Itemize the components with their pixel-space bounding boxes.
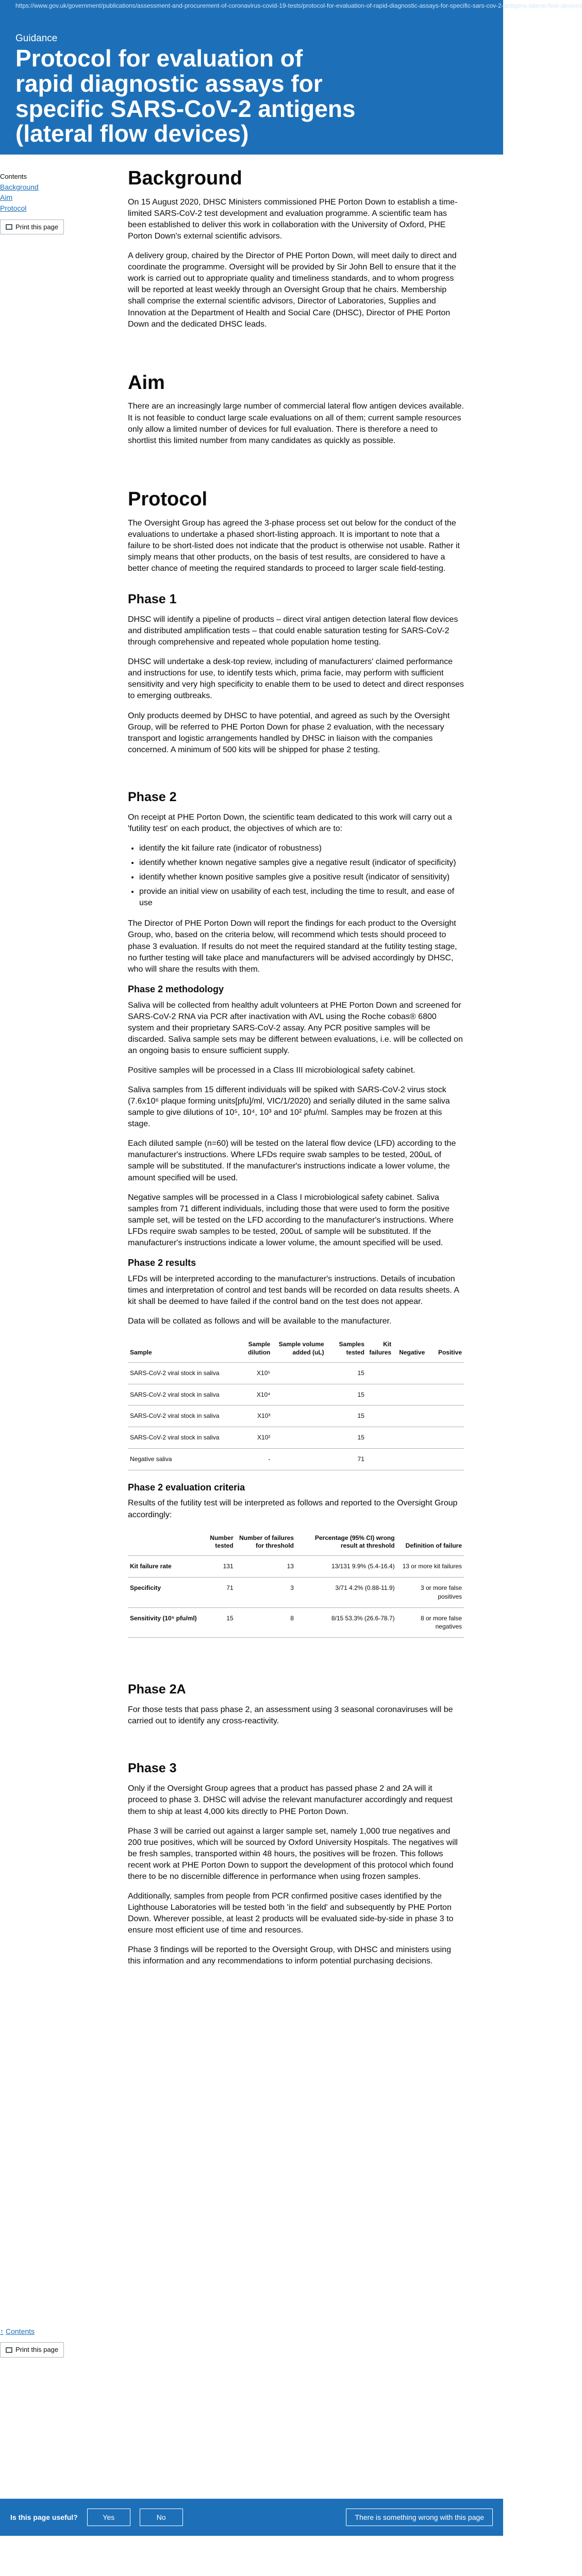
column-header: Sample dilution <box>242 1335 273 1362</box>
table-cell <box>427 1448 464 1470</box>
column-header: Samples tested <box>326 1335 367 1362</box>
paragraph: Data will be collated as follows and will be available to the manufacturer. <box>128 1316 392 1326</box>
toc-link-background[interactable]: Background <box>0 183 39 192</box>
paragraph: On receipt at PHE Porton Down, the scientific team dedicated to this work will carry out a 'futility test' on each product, the objectives of which are to: <box>128 812 452 833</box>
table-cell <box>367 1362 393 1384</box>
paragraph: DHSC will undertake a desk-top review, including of manufacturers' claimed performance and instructions for use, to identify tests which, prima facie, may perform with sufficient sensitivity and very high specificity to enable them to be used to detect and direct responses to emerging outbreaks. <box>128 657 464 701</box>
back-to-contents-link[interactable] <box>0 2327 64 2336</box>
masthead <box>0 0 582 165</box>
print-label: Print this page <box>15 2346 59 2354</box>
paragraph: Negative samples will be processed in a Class I microbiological safety cabinet. Saliva samples from 71 different individuals, including those that were used to form the positive sample set, will be tested on the LFD according to the manufacturer's instructions. Where LFDs require swab samples to be tested, 200uL of sample will be substituted. If the manufacturer's instructions indicate a lower volume, the amount specified will be used. <box>128 1193 454 1247</box>
table-cell: - <box>242 1448 273 1470</box>
paragraph: Results of the futility test will be interpreted as follows and reported to the Oversight Group accordingly: <box>128 1499 458 1519</box>
table-row <box>128 1384 464 1405</box>
paragraph: Only if the Oversight Group agrees that a product has passed phase 2 and 2A will it proceed to phase 3. DHSC will advise the relevant manufacturer accordingly and request them to ship at least 4,000 kits directly to PHE Porton Down. <box>128 1784 453 1816</box>
table-cell: 15 <box>326 1384 367 1405</box>
column-header <box>128 1529 202 1556</box>
table-cell: Kit failure rate <box>128 1556 202 1578</box>
criteria-table <box>128 1529 464 1638</box>
table-cell: SARS-CoV-2 viral stock in saliva <box>128 1405 242 1427</box>
bottom-links <box>0 2327 64 2358</box>
table-row <box>128 1405 464 1427</box>
table-row <box>128 1607 464 1638</box>
paragraph: Phase 3 findings will be reported to the Oversight Group, with DHSC and ministers using this information and any recommendations to inform potential purchasing decisions. <box>128 1945 451 1966</box>
column-header: Sample volume added (uL) <box>272 1335 326 1362</box>
table-cell: 15 <box>326 1427 367 1449</box>
table-cell <box>393 1405 427 1427</box>
table-cell: 131 <box>202 1556 235 1578</box>
toc-link-aim[interactable]: Aim <box>0 193 13 202</box>
paragraph: There are an increasingly large number of commercial lateral flow antigen devices available. It is not feasible to conduct large scale evaluations on all of them; current sample resources only allow a limited number of devices for full evaluation. There is therefore a need to shortlist this limited number from many candidates as quickly as possible. <box>128 402 464 445</box>
print-label: Print this page <box>15 223 59 231</box>
print-button-bottom[interactable] <box>0 2342 64 2357</box>
table-cell <box>367 1384 393 1405</box>
page-title: Protocol for evaluation of rapid diagnostic assays for specific SARS-CoV-2 antigens (lateral flow devices) <box>15 45 356 147</box>
table-cell: 15 <box>326 1362 367 1384</box>
main-content <box>128 168 464 1975</box>
page-body <box>0 155 503 2499</box>
table-header-row <box>128 1529 464 1556</box>
table-cell: 3 <box>236 1578 296 1608</box>
toc-link-protocol[interactable]: Protocol <box>0 204 27 212</box>
contents-title: Contents <box>0 173 27 180</box>
list-item: • provide an initial view on usability of each test, including the time to result, and ease of use <box>139 886 464 909</box>
table-cell: 3 or more false positives <box>397 1578 464 1608</box>
table-cell: 15 <box>202 1607 235 1638</box>
table-cell: 3/71 4.2% (0.88-11.9) <box>296 1578 397 1608</box>
table-cell <box>272 1362 326 1384</box>
paragraph: Phase 3 will be carried out against a larger sample set, namely 1,000 true negatives and 200 true positives, which will be sourced by Oxford University Hospitals. The negatives will be fresh samples, transported within 48 hours, the positives will be frozen. This follows recent work at PHE Porton Down to support the development of this protocol which found there to be no discernible difference in performance when using frozen samples. <box>128 1826 458 1881</box>
table-cell: SARS-CoV-2 viral stock in saliva <box>128 1427 242 1449</box>
table-row <box>128 1556 464 1578</box>
table-cell: 13 or more kit failures <box>397 1556 464 1578</box>
yes-button[interactable]: Yes <box>87 2509 130 2526</box>
footer-space <box>0 2536 503 2576</box>
list-item: • identify whether known positive samples give a positive result (indicator of sensitivity) <box>139 872 464 883</box>
paragraph: For those tests that pass phase 2, an assessment using 3 seasonal coronaviruses will be carried out to identify any cross-reactivity. <box>128 1705 453 1726</box>
table-row <box>128 1427 464 1449</box>
column-header: Negative <box>393 1335 427 1362</box>
heading-aim: Aim <box>128 371 165 394</box>
print-button[interactable] <box>0 219 64 234</box>
column-header: Kit failures <box>367 1335 393 1362</box>
paragraph: Positive samples will be processed in a Class III microbiological safety cabinet. <box>128 1065 415 1075</box>
table-cell <box>393 1427 427 1449</box>
column-header: Definition of failure <box>397 1529 464 1556</box>
heading-phase-3: Phase 3 <box>128 1761 177 1776</box>
table-cell <box>272 1405 326 1427</box>
paragraph: Saliva will be collected from healthy adult volunteers at PHE Porton Down and screened for SARS-CoV-2 RNA via PCR after inactivation with AVL using the Roche cobas® 6800 system and their proprietary SARS-CoV-2 assay. Any PCR positive samples will be discarded. Saliva sample sets may be different between evaluations, i.e. will be collected on an ongoing basis to ensure sufficient supply. <box>128 1001 463 1055</box>
list-item: • identify whether known negative samples give a negative result (indicator of specificity) <box>139 857 464 869</box>
feedback-question: Is this page useful? <box>10 2513 78 2521</box>
table-row <box>128 1578 464 1608</box>
column-header: Positive <box>427 1335 464 1362</box>
table-cell: 8/15 53.3% (26.6-78.7) <box>296 1607 397 1638</box>
table-cell <box>393 1384 427 1405</box>
table-cell <box>367 1448 393 1470</box>
table-header-row <box>128 1335 464 1362</box>
column-header: Percentage (95% CI) wrong result at threshold <box>296 1529 397 1556</box>
printer-icon <box>6 2347 12 2353</box>
contents-link-label: Contents <box>6 2327 35 2335</box>
report-problem-button[interactable]: There is something wrong with this page <box>346 2509 493 2526</box>
paragraph: Additionally, samples from people from PCR confirmed positive cases identified by the Lighthouse Laboratories will be tested both 'in the field' and subsequently by PHE Porton Down. Wherever possible, at least 2 products will be evaluated side-by-side in phase 3 to ensure most efficient use of time and resources. <box>128 1892 454 1935</box>
heading-phase-2a: Phase 2A <box>128 1682 186 1697</box>
updated-date: Updated 30 March 2021 <box>15 154 115 165</box>
table-cell <box>427 1427 464 1449</box>
table-cell: Negative saliva <box>128 1448 242 1470</box>
table-cell: 13/131 9.9% (5.4-16.4) <box>296 1556 397 1578</box>
contents-sidebar <box>0 172 103 234</box>
table-cell <box>367 1405 393 1427</box>
table-cell <box>427 1384 464 1405</box>
table-cell: Sensitivity (10⁵ pfu/ml) <box>128 1607 202 1638</box>
table-cell <box>272 1448 326 1470</box>
table-cell: SARS-CoV-2 viral stock in saliva <box>128 1384 242 1405</box>
results-table <box>128 1335 464 1470</box>
heading-background: Background <box>128 167 242 189</box>
table-cell <box>393 1448 427 1470</box>
table-cell: 71 <box>326 1448 367 1470</box>
feedback-bar <box>0 2499 503 2536</box>
paragraph: Saliva samples from 15 different individuals will be spiked with SARS-CoV-2 virus stock (7.6x10⁶ plaque forming units[pfu]/ml, VIC/1/2020) and serially diluted in the same saliva sample to give dilutions of 10⁵, 10⁴, 10³ and 10² pfu/ml. Samples may be frozen at this stage. <box>128 1085 450 1129</box>
column-header: Sample <box>128 1335 242 1362</box>
table-cell: 8 <box>236 1607 296 1638</box>
table-cell <box>367 1427 393 1449</box>
document-type: Guidance <box>15 33 58 44</box>
heading-phase-2: Phase 2 <box>128 789 177 804</box>
table-cell: SARS-CoV-2 viral stock in saliva <box>128 1362 242 1384</box>
heading-phase-1: Phase 1 <box>128 591 177 606</box>
table-cell <box>272 1384 326 1405</box>
heading-phase-2-criteria: Phase 2 evaluation criteria <box>128 1482 245 1493</box>
heading-phase-2-results: Phase 2 results <box>128 1257 196 1268</box>
paragraph: DHSC will identify a pipeline of products – direct viral antigen detection lateral flow devices and distributed amplification tests – that could enable saturation testing for SARS-CoV-2 through comprehensive and repeated whole population home testing. <box>128 615 458 647</box>
table-cell <box>272 1427 326 1449</box>
column-header: Number of failures for threshold <box>236 1529 296 1556</box>
table-cell: X10⁴ <box>242 1384 273 1405</box>
paragraph: On 15 August 2020, DHSC Ministers commissioned PHE Porton Down to establish a time-limited SARS-CoV-2 test development and evaluation programme. A scientific team has been established to deliver this work in collaboration with the University of Oxford, PHE Porton Down's external scientific advisors. <box>128 197 458 241</box>
table-cell: 71 <box>202 1578 235 1608</box>
table-cell: X10² <box>242 1427 273 1449</box>
table-cell: Specificity <box>128 1578 202 1608</box>
objectives-list <box>139 843 464 909</box>
table-cell: 8 or more false negatives <box>397 1607 464 1638</box>
table-row <box>128 1448 464 1470</box>
paragraph: The Director of PHE Porton Down will report the findings for each product to the Oversight Group, who, based on the criteria below, will recommend which tests should proceed to phase 3 evaluation. If results do not meet the required standard at the futility testing stage, no further testing will take place and manufacturers will be advised accordingly by DHSC, who will share the results with them. <box>128 919 457 974</box>
printer-icon <box>6 224 12 230</box>
table-cell: 13 <box>236 1556 296 1578</box>
table-cell <box>393 1362 427 1384</box>
paragraph: Each diluted sample (n=60) will be tested on the lateral flow device (LFD) according to the manufacturer's instructions. Where LFDs require swab samples to be tested, 200uL of sample will be substituted. If the manufacturer's instructions indicate a lower volume, the amount specified will be used. <box>128 1139 456 1182</box>
paragraph: Only products deemed by DHSC to have potential, and agreed as such by the Oversight Group, will be referred to PHE Porton Down for phase 2 evaluation, with the necessary transport and logistic arrangements handled by DHSC in liaison with the companies concerned. A minimum of 500 kits will be shipped for phase 2 testing. <box>128 711 450 754</box>
table-row <box>128 1362 464 1384</box>
heading-protocol: Protocol <box>128 488 208 510</box>
table-cell: 15 <box>326 1405 367 1427</box>
table-cell <box>427 1362 464 1384</box>
heading-phase-2-methodology: Phase 2 methodology <box>128 984 224 994</box>
no-button[interactable]: No <box>140 2509 183 2526</box>
paragraph: LFDs will be interpreted according to the manufacturer's instructions. Details of incubation times and interpretation of control and test bands will be recorded on data results sheets. A kit shall be deemed to have failed if the control band on the test does not appear. <box>128 1274 459 1306</box>
arrow-up-icon: ↑ <box>0 2327 4 2335</box>
paragraph: The Oversight Group has agreed the 3-phase process set out below for the conduct of the evaluations to undertake a phased short-listing approach. It is important to note that a failure to be short-listed does not indicate that the product is otherwise not usable. Rather it simply means that other products, on the basis of test results, are considered to have a better chance of meeting the required standards to proceed to larger scale field-testing. <box>128 518 460 573</box>
list-item: • identify the kit failure rate (indicator of robustness) <box>139 843 464 854</box>
table-cell <box>427 1405 464 1427</box>
table-cell: X10⁵ <box>242 1362 273 1384</box>
table-cell: X10³ <box>242 1405 273 1427</box>
page-url: https://www.gov.uk/government/publications/assessment-and-procurement-of-coronavirus-covid-19-tests/protocol-for-evaluation-of-rapid-diagnostic-assays-for-specific-sars-cov-2-antigens-lateral-flow-devices <box>15 2 582 9</box>
paragraph: A delivery group, chaired by the Director of PHE Porton Down, will meet daily to direct and coordinate the programme. Oversight will be provided by Sir John Bell to ensure that it the work is carried out to appropriate quality and timeliness standards, and to whom progress will be reported at least weekly through an Oversight Group that he chairs. Membership shall comprise the external scientific advisors, Director of Laboratories, Supplies and Innovation at the Department of Health and Social Care (DHSC), Director of PHE Porton Down and the dedicated DHSC leads. <box>128 251 457 329</box>
column-header: Number tested <box>202 1529 235 1556</box>
